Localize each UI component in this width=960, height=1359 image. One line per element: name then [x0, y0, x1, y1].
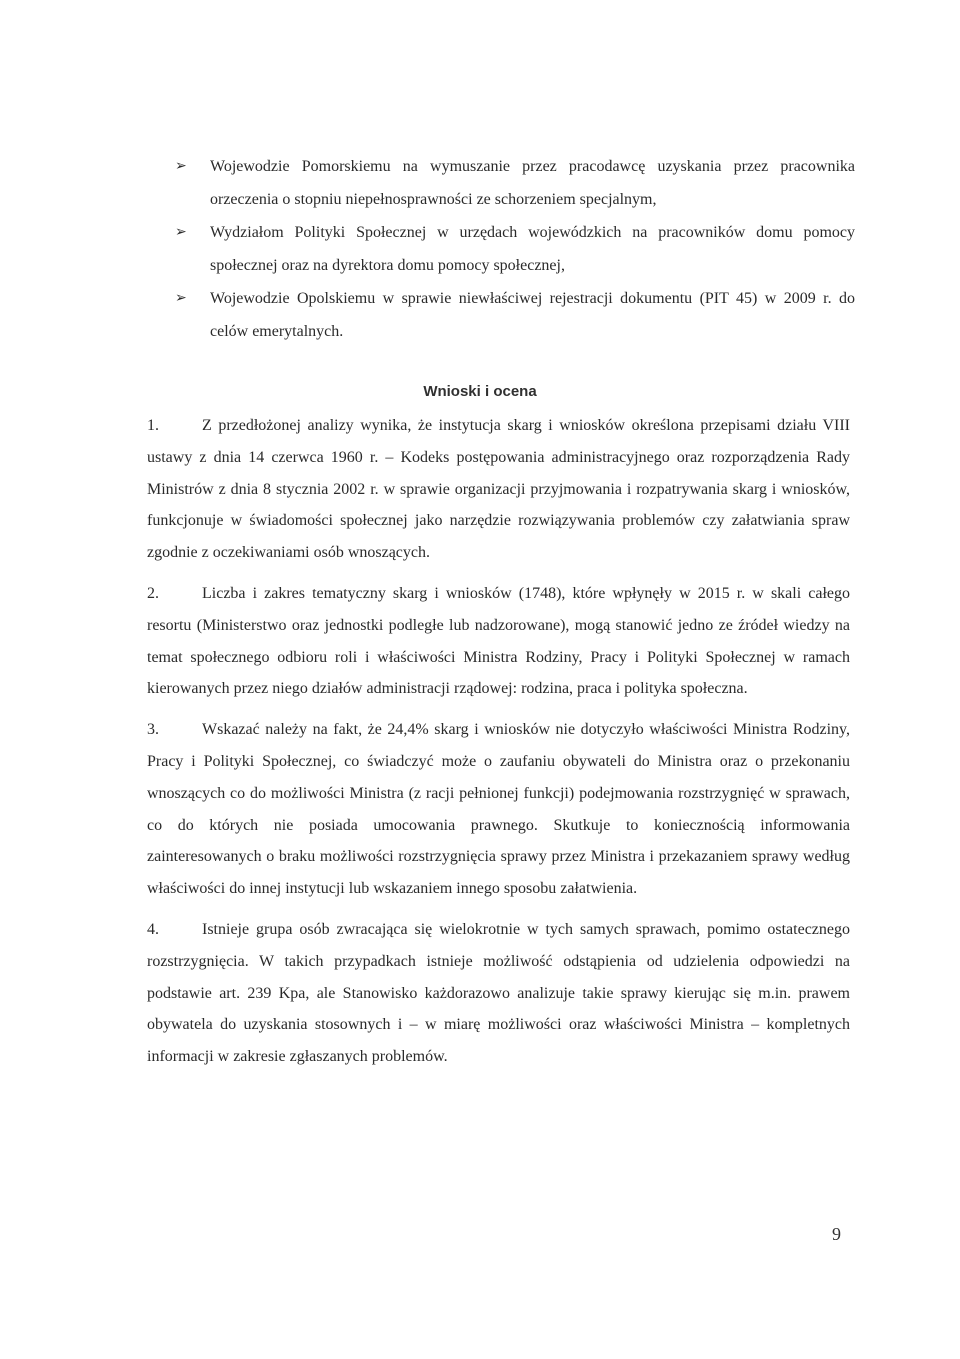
- item-number: 2.: [147, 584, 159, 602]
- numbered-item-4: [147, 914, 850, 1073]
- bullet-item-3: [145, 282, 855, 348]
- item-text: Istnieje grupa osób zwracająca się wielokrotnie w tych samych sprawach, pomimo ostatecznego rozstrzygnięcia. W takich przypadkach istnieje możliwość odstąpienia od udzielenia odpowiedzi na podstawie art. 239 Kpa, ale Stanowisko każdorazowo analizuje takie sprawy kierując się m.in. prawem obywatela do uzyskania stosownych i – w miarę możliwości oraz właściwości Ministra – kompletnych informacji w zakresie zgłaszanych problemów.: [147, 920, 850, 1066]
- bullet-item-2: [145, 216, 855, 282]
- numbered-item-3: [147, 714, 850, 905]
- item-text: Liczba i zakres tematyczny skarg i wniosków (1748), które wpłynęły w 2015 r. w skali całego resortu (Ministerstwo oraz jednostki podległe lub nadzorowane), mogą stanowić jedno ze źródeł wiedzy na temat społecznego odbioru roli i właściwości Ministra Rodziny, Pracy i Polityki Społecznej w ramach kierowanych przez niego działów administracji rządowej: rodzina, praca i polityka społeczna.: [147, 584, 850, 698]
- section-heading: Wnioski i ocena: [423, 383, 537, 400]
- arrow-bullet-icon: ➢: [175, 225, 187, 240]
- numbered-item-1: [147, 410, 850, 569]
- page-number: 9: [832, 1224, 841, 1244]
- bullet-list: [145, 150, 855, 348]
- bullet-text: Wojewodzie Pomorskiemu na wymuszanie przez pracodawcę uzyskania przez pracownika orzeczenia o stopniu niepełnosprawności ze schorzeniem specjalnym,: [210, 158, 855, 208]
- item-text: Z przedłożonej analizy wynika, że instytucja skarg i wniosków określona przepisami działu VIII ustawy z dnia 14 czerwca 1960 r. – Kodeks postępowania administracyjnego oraz rozporządzenia Rady Ministrów z dnia 8 stycznia 2002 r. w sprawie organizacji przyjmowania i rozpatrywania skarg i wniosków, funkcjonuje w świadomości społecznej jako narzędzie rozwiązywania problemów czy załatwiania spraw zgodnie z oczekiwaniami osób wnoszących.: [147, 417, 850, 562]
- bullet-text: Wydziałom Polityki Społecznej w urzędach wojewódzkich na pracowników domu pomocy społecznej oraz na dyrektora domu pomocy społecznej,: [210, 224, 855, 274]
- arrow-bullet-icon: ➢: [175, 159, 187, 174]
- item-text: Wskazać należy na fakt, że 24,4% skarg i wniosków nie dotyczyło właściwości Ministra Rodziny, Pracy i Polityki Społecznej, co świadczyć może o zaufaniu obywateli do Ministra oraz o przekonaniu wnoszących co do możliwości Ministra (z racji pełnionej funkcji) podejmowania rozstrzygnięć w sprawach, co do których nie posiada umocowania prawnego. Skutkuje to koniecznością informowania zainteresowanych o braku możliwości rozstrzygnięcia sprawy przez Ministra i przekazaniem sprawy według właściwości do innej instytucji lub wskazaniem innego sposobu załatwienia.: [147, 721, 850, 898]
- arrow-bullet-icon: ➢: [175, 291, 187, 306]
- bullet-item-1: [145, 150, 855, 216]
- bullet-text: Wojewodzie Opolskiemu w sprawie niewłaściwej rejestracji dokumentu (PIT 45) w 2009 r. do celów emerytalnych.: [210, 290, 855, 340]
- item-number: 3.: [147, 721, 159, 739]
- numbered-list: [147, 410, 850, 1082]
- item-number: 1.: [147, 417, 159, 434]
- numbered-item-2: [147, 578, 850, 705]
- item-number: 4.: [147, 920, 159, 938]
